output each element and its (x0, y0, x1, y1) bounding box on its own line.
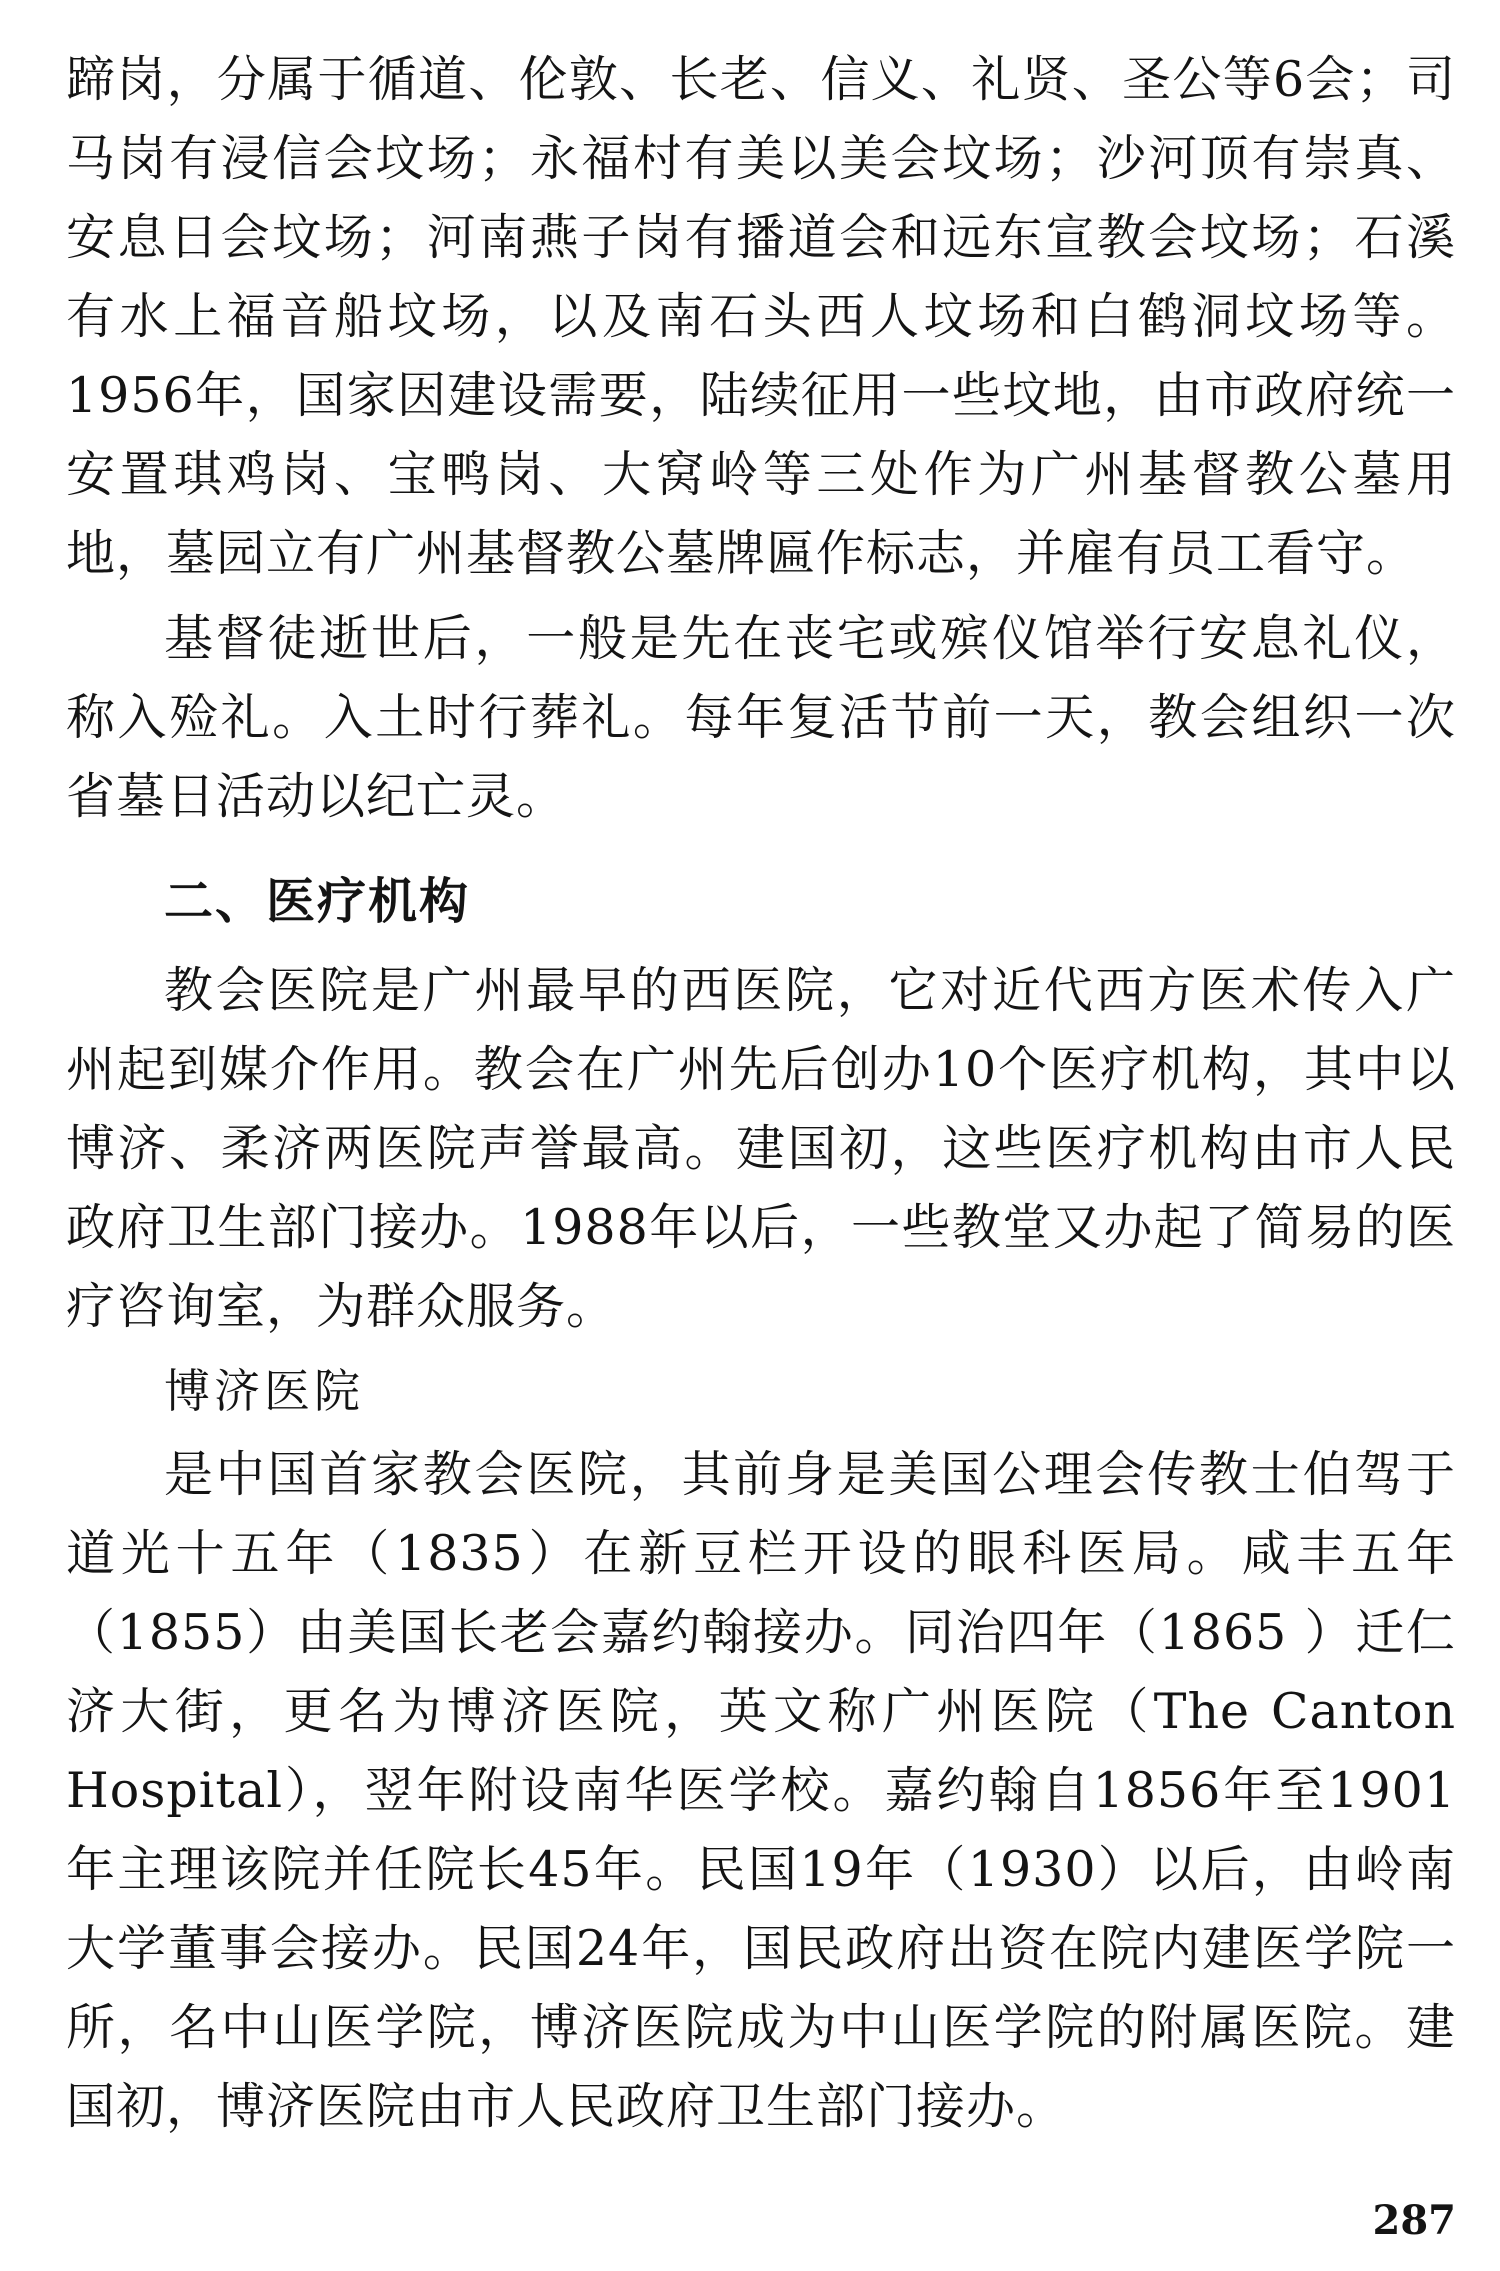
section-heading-medical-institutions: 二、医疗机构 (164, 873, 471, 930)
subheading-boji-hospital: 博济医院 (164, 1364, 364, 1418)
page-number: 287 (1372, 2197, 1456, 2244)
document-page (66, 40, 1456, 2240)
paragraph-funeral-rites: 基督徒逝世后，一般是先在丧宅或殡仪馆举行安息礼仪，称入殓礼。入土时行葬礼。每年复活节前一天，教会组织一次省墓日活动以纪亡灵。 (66, 610, 1456, 825)
paragraph-cemeteries: 蹄岗，分属于循道、伦敦、长老、信义、礼贤、圣公等6会；司马岗有浸信会坟场；永福村有美以美会坟场；沙河顶有崇真、安息日会坟场；河南燕子岗有播道会和远东宣教会坟场；石溪有水上福音船坟场，以及南石头西人坟场和白鹤洞坟场等。1956年，国家因建设需要，陆续征用一些坟地，由市政府统一安置琪鸡岗、宝鸭岗、大窝岭等三处作为广州基督教公墓用地，墓园立有广州基督教公墓牌匾作标志，并雇有员工看守。 (66, 51, 1456, 582)
paragraph-church-hospitals: 教会医院是广州最早的西医院，它对近代西方医术传入广州起到媒介作用。教会在广州先后创办10个医疗机构，其中以博济、柔济两医院声誉最高。建国初，这些医疗机构由市人民政府卫生部门接办。1988年以后，一些教堂又办起了简易的医疗咨询室，为群众服务。 (66, 962, 1456, 1335)
paragraph-boji-hospital-history: 是中国首家教会医院，其前身是美国公理会传教士伯驾于道光十五年（1835）在新豆栏开设的眼科医局。咸丰五年（1855）由美国长老会嘉约翰接办。同治四年（1865 ）迁仁济大街，更名为博济医院，英文称广州医院（The Canton Hospital），翌年附设南华医学校。嘉约翰自1856年至1901年主理该院并任院长45年。民国19年（1930）以后，由岭南大学董事会接办。民国24年，国民政府出资在院内建医学院一所，名中山医学院，博济医院成为中山医学院的附属医院。建国初，博济医院由市人民政府卫生部门接办。 (66, 1446, 1456, 2135)
